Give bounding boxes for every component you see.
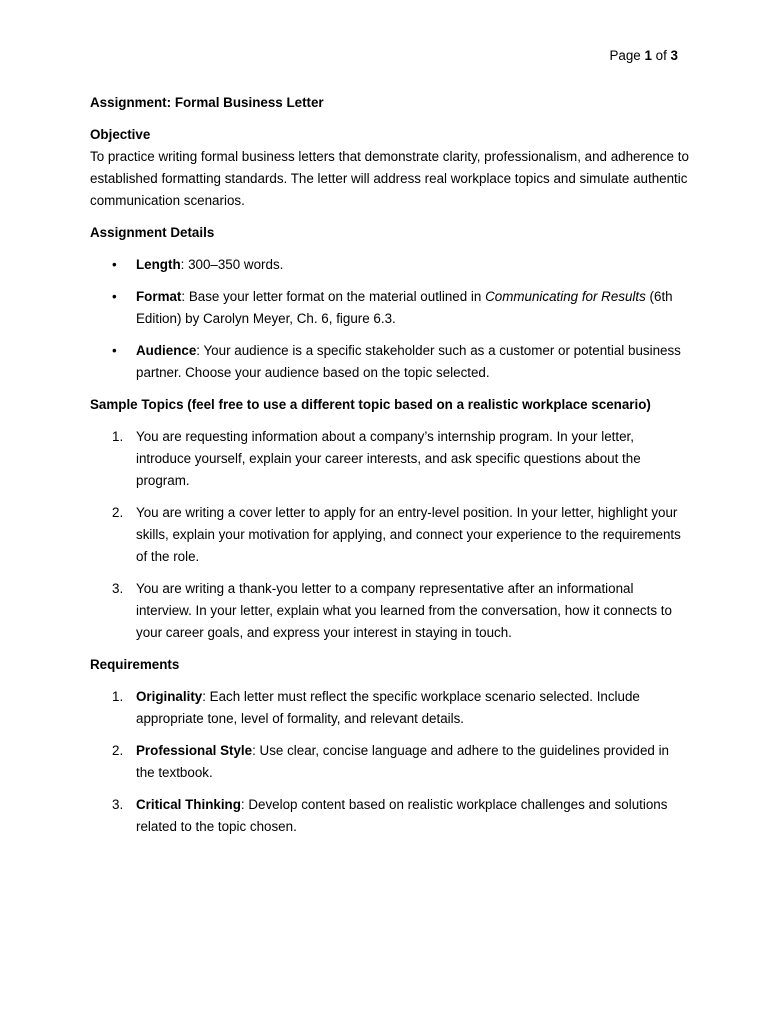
topic-item bbox=[90, 502, 690, 568]
page-number-current: 1 bbox=[644, 48, 652, 63]
page-number-total: 3 bbox=[670, 48, 678, 63]
details-item-text: : Your audience is a specific stakeholder such as a customer or potential business partner. Choose your audience based on the topic selected. bbox=[136, 343, 681, 380]
page-number-of: of bbox=[651, 48, 671, 63]
details-item-text-cont: (6th Edition) by Carolyn Meyer, Ch. 6, figure 6.3. bbox=[136, 289, 673, 326]
bullet-icon: • bbox=[112, 257, 117, 272]
requirement-term: Critical Thinking bbox=[136, 797, 241, 812]
requirement-text: : Use clear, concise language and adhere to the guidelines provided in the textbook. bbox=[136, 743, 669, 780]
details-item-term: Audience bbox=[136, 343, 197, 358]
requirement-item bbox=[90, 740, 690, 784]
details-list bbox=[90, 254, 690, 384]
requirements-list bbox=[90, 686, 690, 838]
topic-item bbox=[90, 426, 690, 492]
assignment-title: Assignment: Formal Business Letter bbox=[90, 95, 324, 110]
requirements-heading: Requirements bbox=[90, 657, 180, 672]
requirement-number: 1. bbox=[112, 689, 124, 704]
requirement-number: 3. bbox=[112, 797, 124, 812]
bullet-icon: • bbox=[112, 289, 117, 304]
topic-number: 2. bbox=[112, 505, 124, 520]
requirement-text: : Each letter must reflect the specific workplace scenario selected. Include appropriate tone, level of formality, and relevant details. bbox=[136, 689, 640, 726]
requirement-term: Professional Style bbox=[136, 743, 253, 758]
page-number bbox=[609, 45, 678, 67]
details-item-term: Length bbox=[136, 257, 181, 272]
details-item-text: : Base your letter format on the material outlined in bbox=[181, 289, 486, 304]
details-heading: Assignment Details bbox=[90, 225, 215, 240]
details-item-term: Format bbox=[136, 289, 182, 304]
details-item-text: : 300–350 words. bbox=[180, 257, 284, 272]
topic-text: You are writing a thank-you letter to a company representative after an informational interview. In your letter, explain what you learned from the conversation, how it connects to your career goals, and express your interest in staying in touch. bbox=[136, 581, 672, 640]
topic-item bbox=[90, 578, 690, 644]
topic-text: You are requesting information about a company’s internship program. In your letter, introduce yourself, explain your career interests, and ask specific questions about the program. bbox=[136, 429, 641, 488]
details-item-audience bbox=[90, 340, 690, 384]
details-item-length bbox=[90, 254, 690, 276]
requirement-text: : Develop content based on realistic workplace challenges and solutions related to the topic chosen. bbox=[136, 797, 668, 834]
requirement-item bbox=[90, 686, 690, 730]
objective-heading: Objective bbox=[90, 127, 151, 142]
requirement-term: Originality bbox=[136, 689, 203, 704]
details-item-format bbox=[90, 286, 690, 330]
requirement-item bbox=[90, 794, 690, 838]
objective-text: To practice writing formal business letters that demonstrate clarity, professionalism, and adherence to established formatting standards. The letter will address real workplace topics and simulate authentic communication scenarios. bbox=[90, 149, 689, 208]
topics-heading: Sample Topics (feel free to use a different topic based on a realistic workplace scenario) bbox=[90, 397, 651, 412]
bullet-icon: • bbox=[112, 343, 117, 358]
page-number-prefix: Page bbox=[609, 48, 645, 63]
document-body bbox=[90, 92, 690, 848]
requirement-number: 2. bbox=[112, 743, 124, 758]
topic-number: 1. bbox=[112, 429, 124, 444]
topics-list bbox=[90, 426, 690, 644]
book-title: Communicating for Results bbox=[485, 289, 646, 304]
topic-text: You are writing a cover letter to apply for an entry-level position. In your letter, highlight your skills, explain your motivation for applying, and connect your experience to the requirements of the role. bbox=[136, 505, 681, 564]
topic-number: 3. bbox=[112, 581, 124, 596]
